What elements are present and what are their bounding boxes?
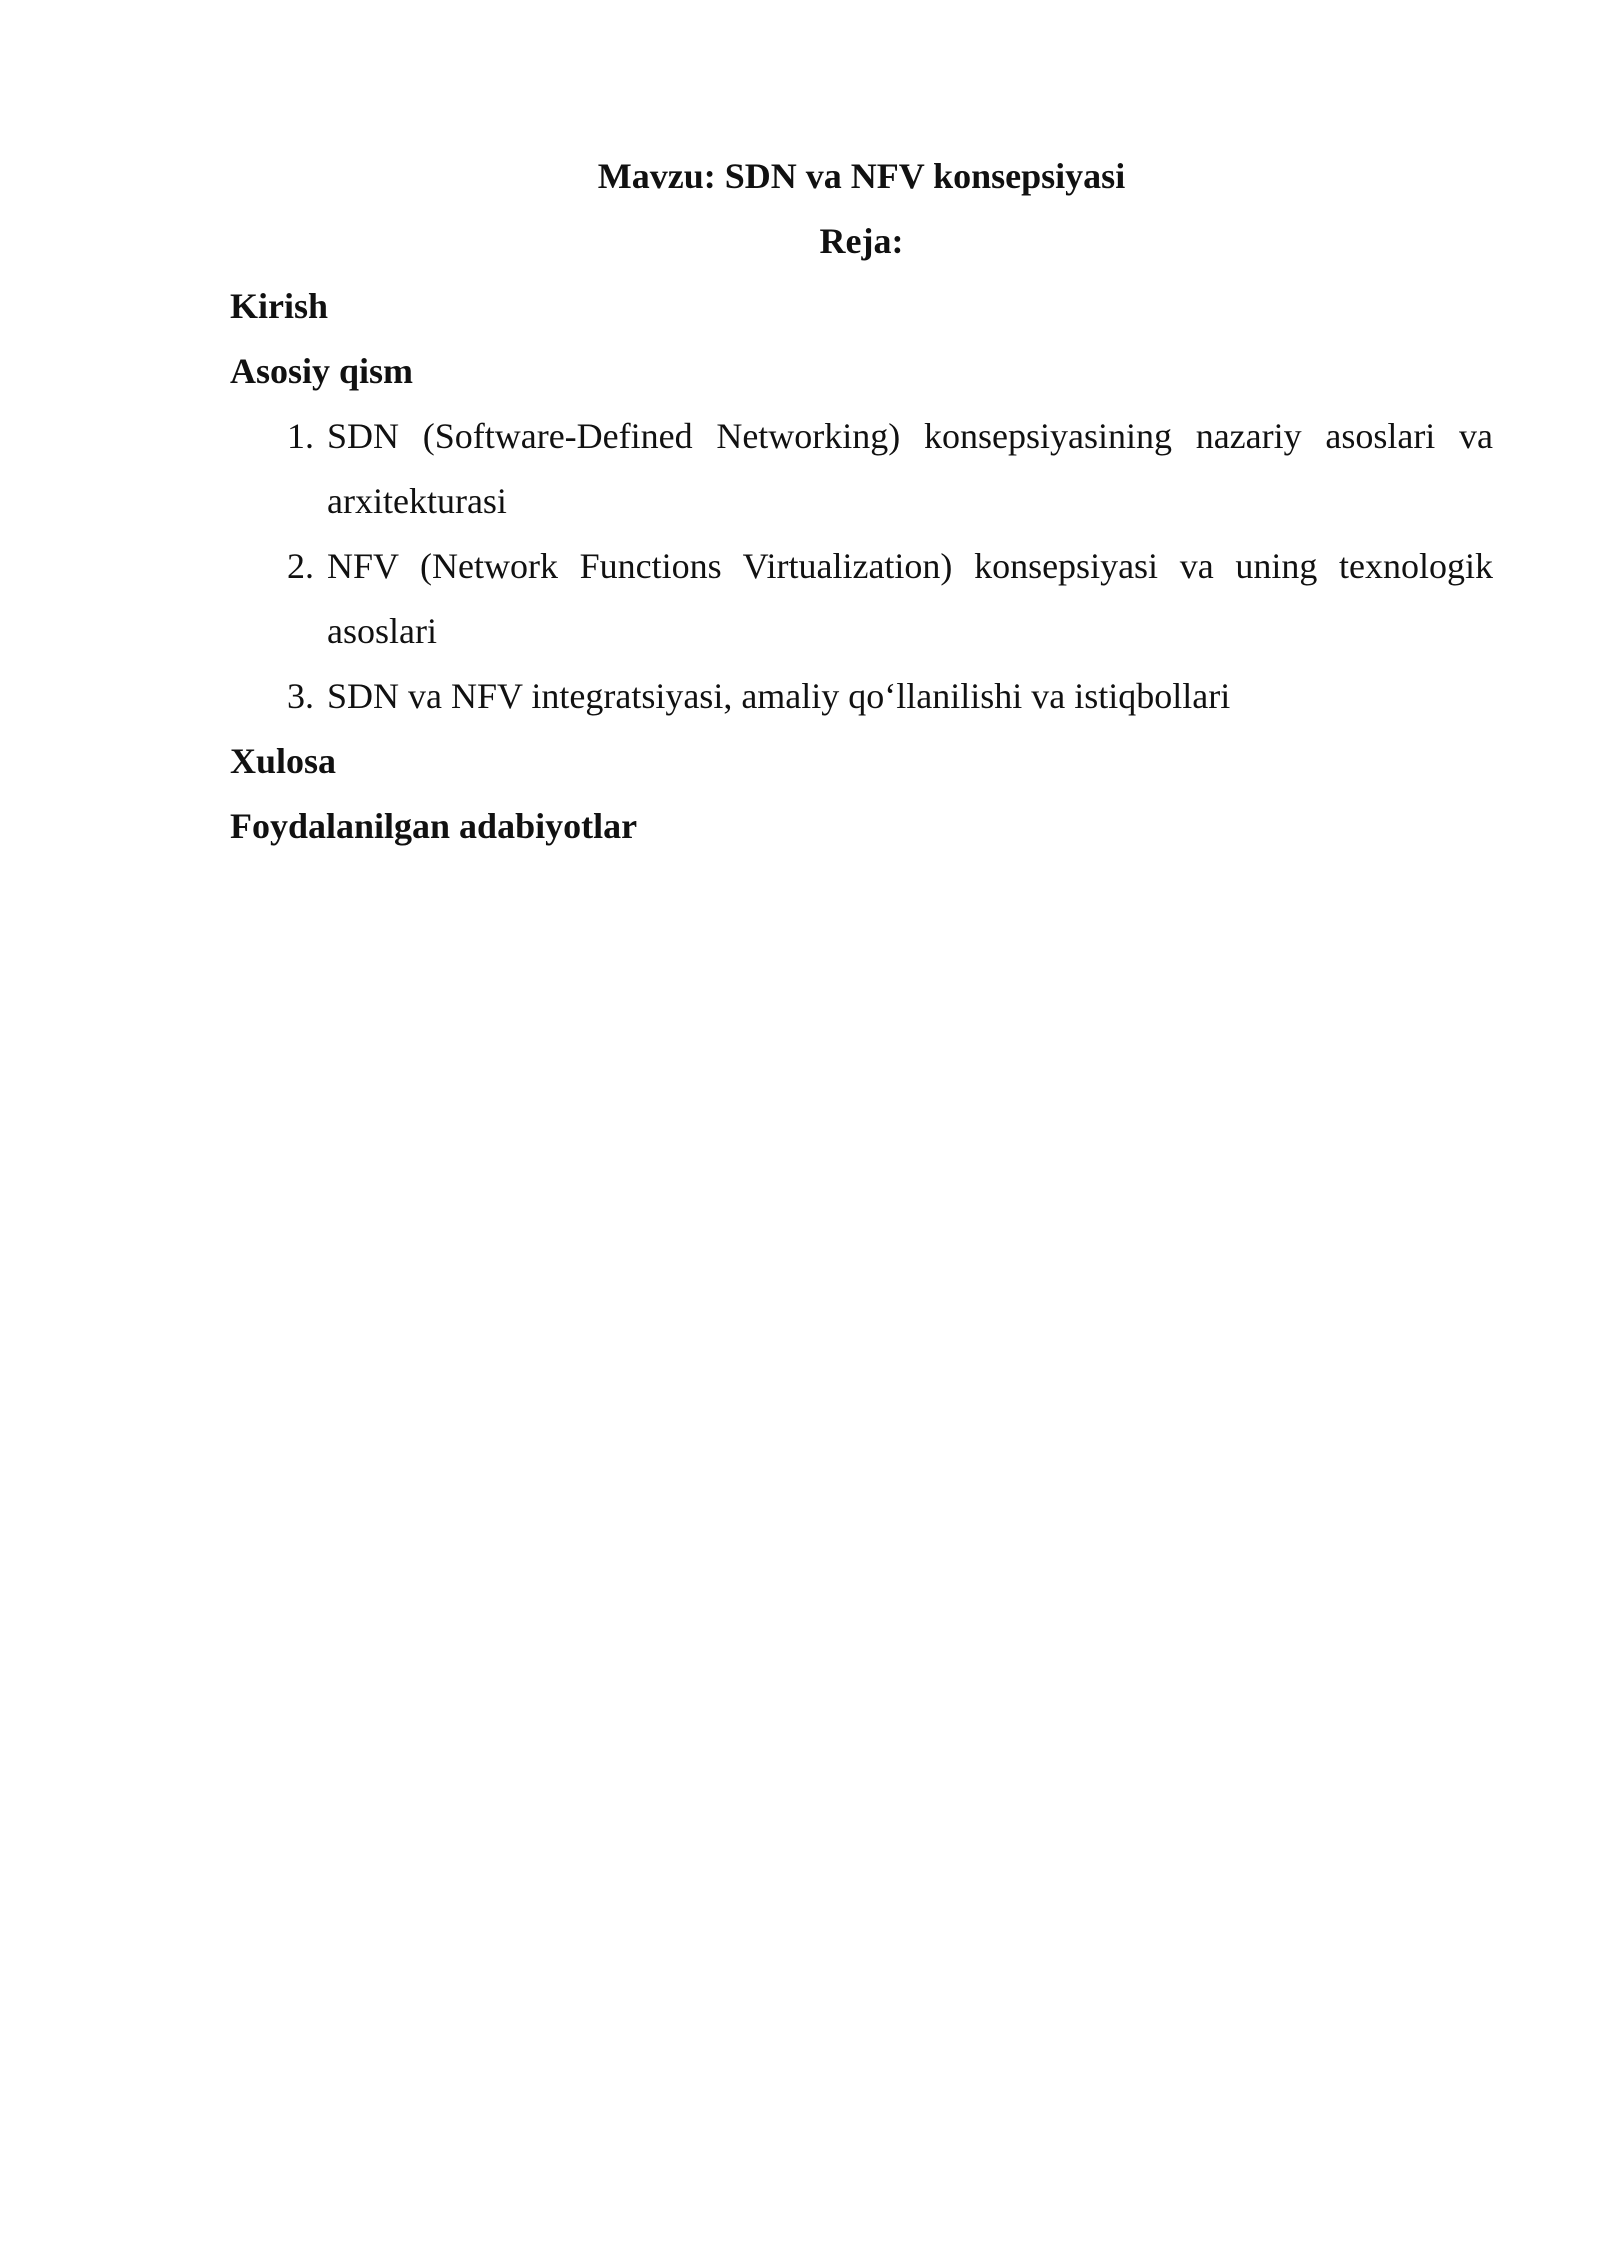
references-heading: Foydalanilgan adabiyotlar	[230, 806, 638, 846]
plan-item-2	[230, 534, 1493, 664]
conclusion-heading: Xulosa	[230, 741, 337, 781]
plan-item-text: NFV (Network Functions Virtualization) konsepsiyasi va uning texnologik asoslari	[327, 546, 1493, 651]
intro-heading: Kirish	[230, 286, 329, 326]
plan-list	[230, 404, 1493, 729]
plan-item-number	[230, 664, 327, 729]
plan-heading: Reja:	[819, 221, 904, 261]
plan-item-number-text: 3.	[287, 676, 314, 716]
plan-item-number-text: 1.	[287, 416, 314, 456]
plan-item-text: SDN va NFV integratsiyasi, amaliy qo‘llanilishi va istiqbollari	[327, 676, 1231, 716]
plan-item-1	[230, 404, 1493, 534]
plan-item-number-text: 2.	[287, 546, 314, 586]
plan-item-3	[230, 664, 1493, 729]
plan-item-number	[230, 534, 327, 664]
plan-item-text: SDN (Software-Defined Networking) konsepsiyasining nazariy asoslari va arxitekturasi	[327, 416, 1493, 521]
main-heading: Asosiy qism	[230, 351, 414, 391]
document-content	[230, 144, 1493, 859]
plan-item-number	[230, 404, 327, 534]
document-title: Mavzu: SDN va NFV konsepsiyasi	[597, 156, 1126, 196]
